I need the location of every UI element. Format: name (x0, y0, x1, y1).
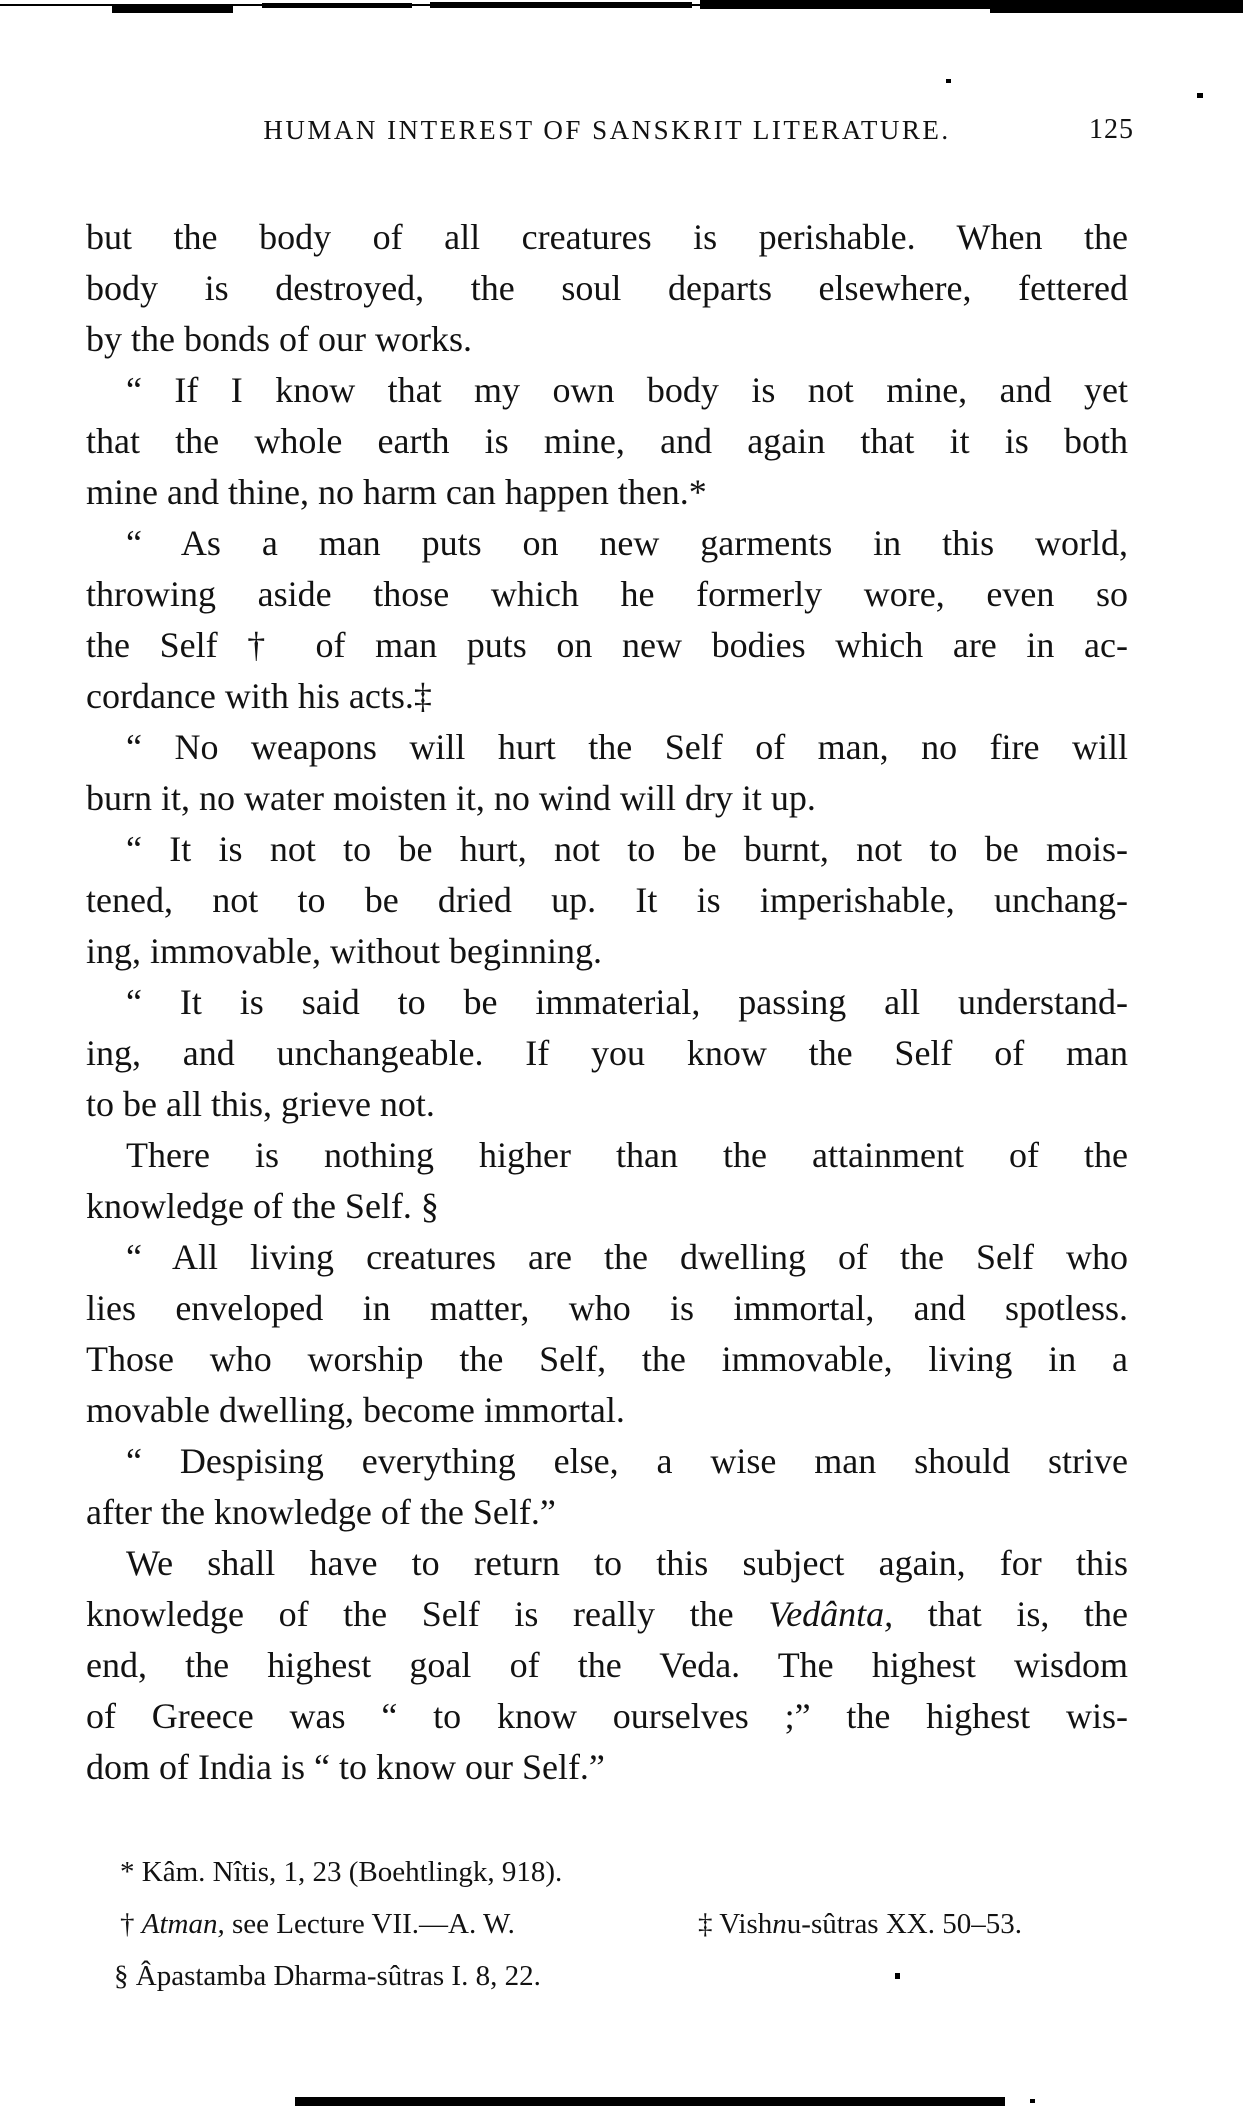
scan-artifact-dash (990, 0, 1243, 13)
text-line: We shall have to return to this subject again, for this (126, 1543, 1128, 1583)
text-run: that is, the (893, 1594, 1128, 1634)
footnote-star (86, 1846, 1128, 1898)
text-line: “ No weapons will hurt the Self of man, no fire will (126, 727, 1128, 767)
page-header (86, 108, 1134, 152)
scan-artifact-bottom-bar (295, 2097, 1005, 2106)
text-run: knowledge of the Self is really the (86, 1594, 769, 1634)
footnote-text: ‡ Vish (698, 1908, 773, 1940)
text-line: tened, not to be dried up. It is imperishable, unchang- (86, 880, 1128, 920)
footnote-section (86, 1950, 1128, 2002)
footnote-dagger (86, 1898, 515, 1950)
footnote-text: * Kâm. Nîtis, 1, 23 (Boehtlingk, 918). (120, 1856, 563, 1888)
text-line: “ It is not to be hurt, not to be burnt, not to be mois- (126, 829, 1128, 869)
footnotes (86, 1846, 1128, 2002)
scan-artifact-dash (262, 3, 412, 8)
text-line: “ As a man puts on new garments in this world, (126, 523, 1128, 563)
text-line: throwing aside those which he formerly wore, even so (86, 574, 1128, 614)
scan-artifact-dash (430, 2, 692, 8)
text-line: lies enveloped in matter, who is immortal, and spotless. (86, 1288, 1128, 1328)
italic-term: Atman, (141, 1908, 225, 1940)
text-line: that the whole earth is mine, and again that it is both (86, 421, 1128, 461)
footnote-double-dagger (698, 1898, 1022, 1950)
scan-artifact-dash (700, 0, 992, 9)
text-line: “ Despising everything else, a wise man should strive (126, 1441, 1128, 1481)
scan-artifact-dash (112, 5, 233, 13)
footnote-text: u-sûtras XX. 50–53. (786, 1908, 1022, 1940)
running-title: HUMAN INTEREST OF SANSKRIT LITERATURE. (263, 115, 951, 145)
text-line: ing, immovable, without beginning. (86, 931, 602, 971)
text-line: body is destroyed, the soul departs elsewhere, fettered (86, 268, 1128, 308)
footnote-dagger-row (86, 1898, 1128, 1950)
text-line: to be all this, grieve not. (86, 1084, 435, 1124)
text-line: mine and thine, no harm can happen then.* (86, 472, 707, 512)
text-line: ing, and unchangeable. If you know the Self of man (86, 1033, 1128, 1073)
text-line: “ It is said to be immaterial, passing all understand- (126, 982, 1128, 1022)
text-line: “ All living creatures are the dwelling of the Self who (126, 1237, 1128, 1277)
text-line: “ If I know that my own body is not mine, and yet (126, 370, 1128, 410)
footnote-text: see Lecture VII.—A. W. (224, 1908, 515, 1940)
text-line-vedanta (86, 1589, 1128, 1640)
page-number: 125 (1089, 114, 1134, 145)
scan-artifact-speck (946, 79, 951, 83)
text-line: movable dwelling, become immortal. (86, 1390, 625, 1430)
text-line: of Greece was “ to know ourselves ;” the highest wis- (86, 1696, 1128, 1736)
text-line: cordance with his acts.‡ (86, 676, 432, 716)
text-line: the Self † of man puts on new bodies which are in ac- (86, 625, 1128, 665)
text-line: There is nothing higher than the attainment of the (126, 1135, 1128, 1175)
text-line: knowledge of the Self. § (86, 1186, 439, 1226)
body-text (86, 212, 1128, 1793)
scan-artifact-speck (1197, 93, 1203, 98)
text-line: end, the highest goal of the Veda. The highest wisdom (86, 1645, 1128, 1685)
text-line: by the bonds of our works. (86, 319, 472, 359)
text-line: but the body of all creatures is perishable. When the (86, 217, 1128, 257)
footnote-text: § Âpastamba Dharma-sûtras I. 8, 22. (114, 1960, 541, 1992)
scan-artifact-speck (1030, 2099, 1035, 2103)
text-line: dom of India is “ to know our Self.” (86, 1747, 605, 1787)
text-line: burn it, no water moisten it, no wind will dry it up. (86, 778, 816, 818)
text-line: after the knowledge of the Self.” (86, 1492, 556, 1532)
text-line: Those who worship the Self, the immovable, living in a (86, 1339, 1128, 1379)
footnote-marker: † (120, 1908, 142, 1940)
italic-term: n (772, 1908, 787, 1940)
italic-term: Vedânta, (768, 1594, 894, 1634)
